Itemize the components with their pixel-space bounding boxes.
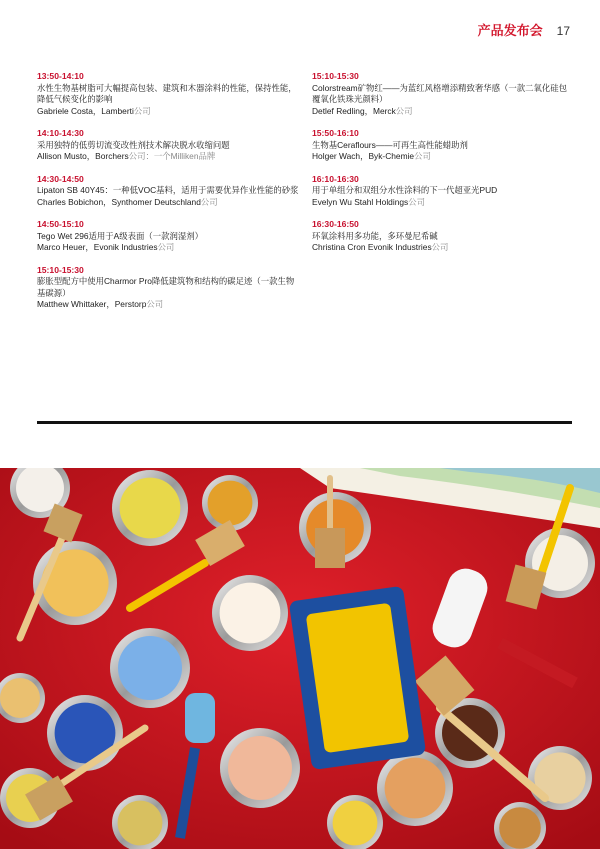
company-suffix: 公司 bbox=[408, 196, 425, 207]
session-item bbox=[312, 71, 574, 117]
speaker-name: Matthew Whittaker，Perstorp bbox=[37, 299, 147, 309]
session-item bbox=[312, 174, 574, 209]
company-suffix: 公司 bbox=[395, 105, 413, 116]
session-title: 用于单组分和双组分水性涂料的下一代超亚光PUD bbox=[312, 185, 498, 195]
session-title: 膨胀型配方中使用Charmor Pro降低建筑物和结构的碳足迹（一款生物基碳源） bbox=[37, 276, 295, 298]
company-suffix: 公司 bbox=[431, 242, 449, 252]
page-number: 17 bbox=[556, 24, 570, 38]
session-item bbox=[37, 219, 299, 254]
speaker-name: Marco Heuer，Evonik Industries bbox=[37, 242, 158, 252]
session-time: 14:50-15:10 bbox=[37, 219, 84, 229]
speaker-name: Gabriele Costa，Lamberti bbox=[37, 105, 134, 116]
session-time: 15:10-15:30 bbox=[312, 71, 359, 81]
session-item bbox=[312, 128, 574, 163]
company-suffix: 公司 bbox=[414, 151, 431, 161]
speaker-name: Allison Musto，Borchers bbox=[37, 151, 129, 161]
session-item bbox=[37, 265, 299, 311]
session-title: 生物基Ceraflours——可再生高性能蜡助剂 bbox=[312, 139, 468, 150]
speaker-name: Detlef Redling，Merck bbox=[312, 105, 396, 116]
session-item bbox=[37, 174, 299, 209]
company-suffix: 公司 bbox=[157, 242, 175, 252]
session-title: Lipaton SB 40Y45：一种低VOC基料，适用于需要优异作业性能的砂浆 bbox=[37, 185, 299, 195]
company-suffix: 公司 bbox=[200, 196, 218, 207]
session-speaker bbox=[37, 299, 299, 311]
paint-surface bbox=[385, 758, 446, 819]
schedule-left-column bbox=[37, 71, 299, 322]
session-speaker bbox=[312, 151, 574, 163]
session-title: Tego Wet 296适用于A级表面（一款润湿剂） bbox=[37, 230, 203, 241]
session-time: 15:10-15:30 bbox=[37, 264, 84, 275]
session-speaker bbox=[37, 151, 299, 163]
session-title: 采用独特的低剪切流变改性剂技术解决脱水收缩问题 bbox=[37, 139, 230, 150]
paint-surface bbox=[118, 636, 182, 700]
paint-tray bbox=[289, 586, 427, 770]
session-item bbox=[37, 71, 299, 117]
paint-surface bbox=[228, 736, 292, 800]
speaker-name: Charles Bobichon，Synthomer Deutschland bbox=[37, 196, 201, 207]
session-time: 14:10-14:30 bbox=[37, 128, 84, 138]
session-title: Colorstream矿物红——为蓝红风格增添精致奢华感（一款二氧化硅包覆氧化铁珠光颜料） bbox=[312, 82, 567, 104]
session-time: 14:30-14:50 bbox=[37, 173, 84, 184]
session-speaker bbox=[37, 106, 299, 118]
speaker-name: Evelyn Wu Stahl Holdings bbox=[312, 196, 409, 207]
session-speaker bbox=[37, 197, 299, 209]
session-item bbox=[312, 219, 574, 254]
paint-cans-photo bbox=[0, 468, 600, 849]
company-suffix: 公司：一个Milliken品牌 bbox=[128, 151, 216, 161]
paint-surface bbox=[220, 583, 281, 644]
speaker-name: Christina Cron Evonik Industries bbox=[312, 242, 432, 252]
session-time: 13:50-14:10 bbox=[37, 71, 84, 81]
session-item bbox=[37, 128, 299, 163]
paint-surface bbox=[333, 801, 378, 846]
session-title: 水性生物基树脂可大幅提高包装、建筑和木器涂料的性能，保持性能，降低气候变化的影响 bbox=[37, 82, 297, 104]
paint-surface bbox=[208, 481, 253, 526]
paint-surface bbox=[118, 801, 163, 846]
paint-surface bbox=[499, 807, 541, 849]
session-speaker bbox=[312, 106, 574, 118]
speaker-name: Holger Wach，Byk-Chemie bbox=[312, 151, 415, 161]
session-time: 16:10-16:30 bbox=[312, 173, 359, 184]
session-speaker bbox=[37, 242, 299, 254]
paint-surface bbox=[120, 478, 181, 539]
company-suffix: 公司 bbox=[133, 105, 151, 116]
company-suffix: 公司 bbox=[146, 299, 164, 309]
session-speaker bbox=[312, 197, 574, 209]
section-title: 产品发布会 bbox=[477, 24, 543, 39]
session-speaker bbox=[312, 242, 574, 254]
session-title: 环氧涂料用多功能，多环曼尼希碱 bbox=[312, 230, 438, 241]
paint-surface bbox=[0, 678, 40, 718]
schedule-right-column bbox=[312, 71, 574, 265]
divider-rule bbox=[37, 421, 572, 424]
session-time: 16:30-16:50 bbox=[312, 219, 359, 229]
page-header bbox=[478, 20, 570, 39]
session-time: 15:50-16:10 bbox=[312, 128, 359, 138]
